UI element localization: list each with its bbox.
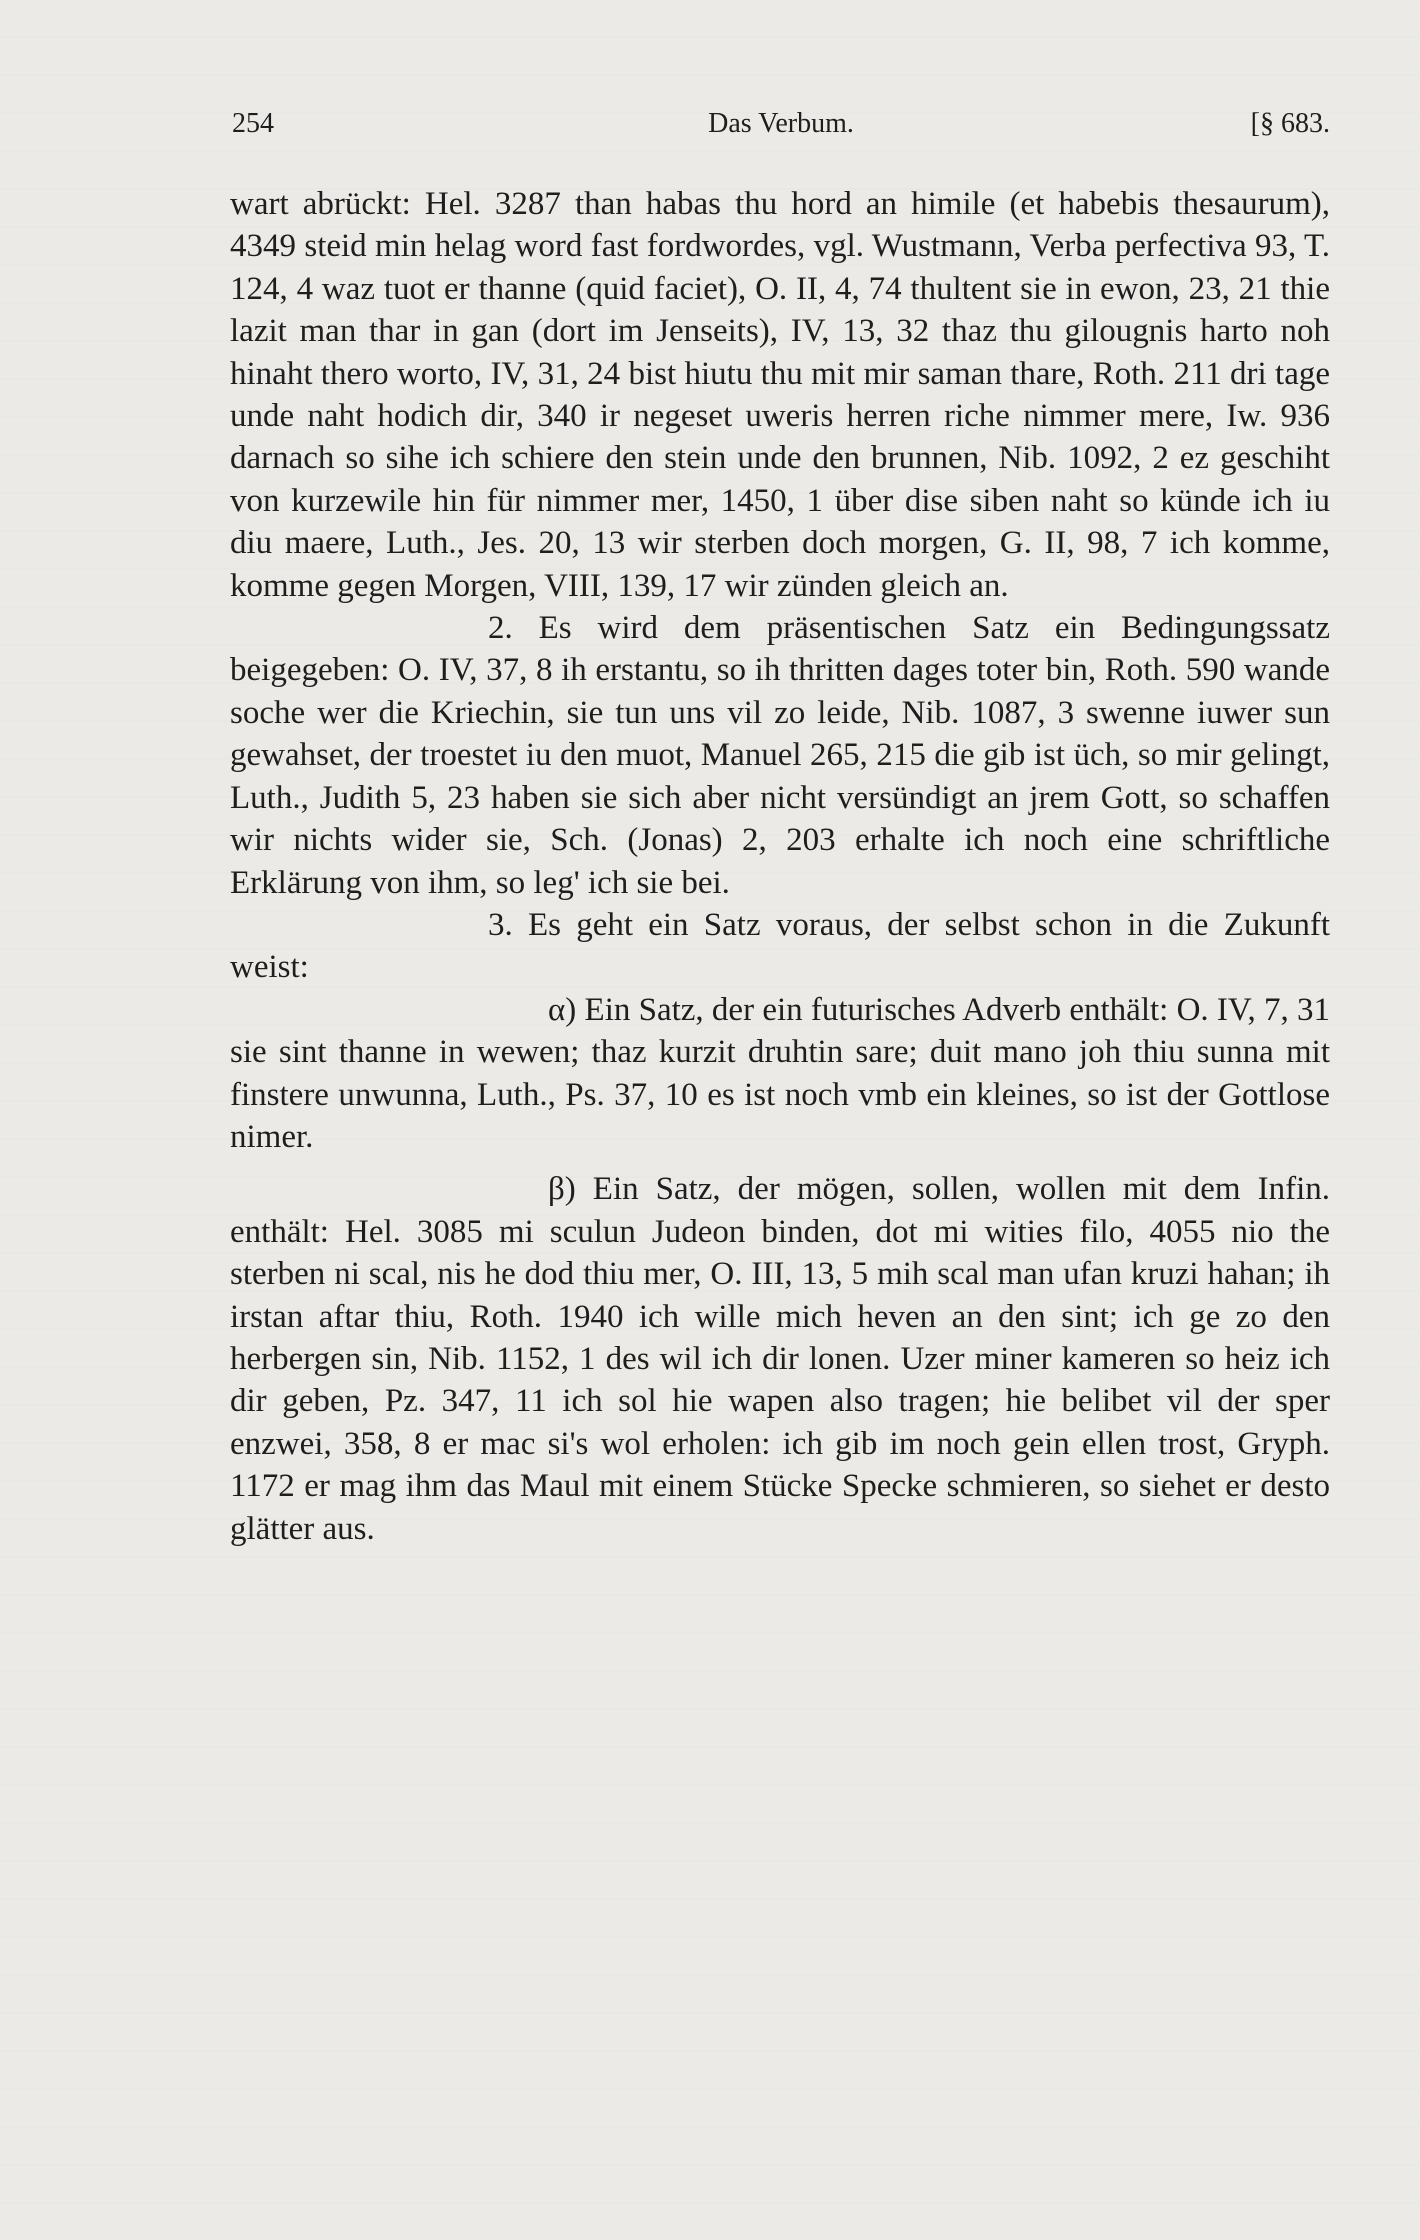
body-text: [230, 183, 1330, 1550]
paragraph-2: 2. Es wird dem präsentischen Satz ein Bedingungssatz beigegeben: O. IV, 37, 8 ih erstantu, so ih thritten dages toter bin, Roth. 590 wande soche wer die Kriechin, sie tun uns vil zo leide, Nib. 1087, 3 swenne iuwer sun gewahset, der troestet iu den muot, Manuel 265, 215 die gib ist üch, so mir gelingt, Luth., Judith 5, 23 haben sie sich aber nicht versündigt an jrem Gott, so schaffen wir nichts wider sie, Sch. (Jonas) 2, 203 erhalte ich noch eine schriftliche Erklärung von ihm, so leg' ich sie bei.: [230, 610, 1330, 901]
page-number: 254: [232, 108, 274, 139]
paragraph-beta: β) Ein Satz, der mögen, sollen, wollen mit dem Infin. enthält: Hel. 3085 mi sculun Judeon binden, dot mi wities filo, 4055 nio the sterben ni scal, nis he dod thiu mer, O. III, 13, 5 mih scal man ufan kruzi hahan; ih irstan aftar thiu, Roth. 1940 ich wille mich heven an den sint; ich ge zo den herbergen sin, Nib. 1152, 1 des wil ich dir lonen. Uzer miner kameren so heiz ich dir geben, Pz. 347, 11 ich sol hie wapen also tragen; hie belibet vil der sper enzwei, 358, 8 er mac si's wol erholen: ich gib im noch gein ellen trost, Gryph. 1172 er mag ihm das Maul mit einem Stücke Specke schmieren, so siehet er desto glätter aus.: [230, 1171, 1330, 1547]
chapter-title: Das Verbum.: [708, 108, 854, 139]
paragraph-alpha: α) Ein Satz, der ein futurisches Adverb enthält: O. IV, 7, 31 sie sint thanne in wewen; thaz kurzit druhtin sare; duit mano joh thiu sunna mit finstere unwunna, Luth., Ps. 37, 10 es ist noch vmb ein kleines, so ist der Gottlose nimer.: [230, 991, 1330, 1155]
paragraph-3: 3. Es geht ein Satz voraus, der selbst schon in die Zukunft weist:: [230, 906, 1330, 986]
paragraph-continuation: wart abrückt: Hel. 3287 than habas thu hord an himile (et habebis thesaurum), 4349 steid min helag word fast fordwordes, vgl. Wustmann, Verba perfectiva 93, T. 124, 4 waz tuot er thanne (quid faciet), O. II, 4, 74 thultent sie in ewon, 23, 21 thie lazit man thar in gan (dort im Jenseits), IV, 13, 32 thaz thu gilougnis harto noh hinaht thero worto, IV, 31, 24 bist hiutu thu mit mir saman thare, Roth. 211 dri tage unde naht hodich dir, 340 ir negeset uweris herren riche nimmer mere, Iw. 936 darnach so sihe ich schiere den stein unde den brunnen, Nib. 1092, 2 ez geschiht von kurzewile hin für nimmer mer, 1450, 1 über dise siben naht so künde ich iu diu maere, Luth., Jes. 20, 13 wir sterben doch morgen, G. II, 98, 7 ich komme, komme gegen Morgen, VIII, 139, 17 wir zünden gleich an.: [230, 186, 1330, 604]
running-header: [232, 104, 1330, 144]
section-marker: [§ 683.: [1250, 108, 1330, 139]
